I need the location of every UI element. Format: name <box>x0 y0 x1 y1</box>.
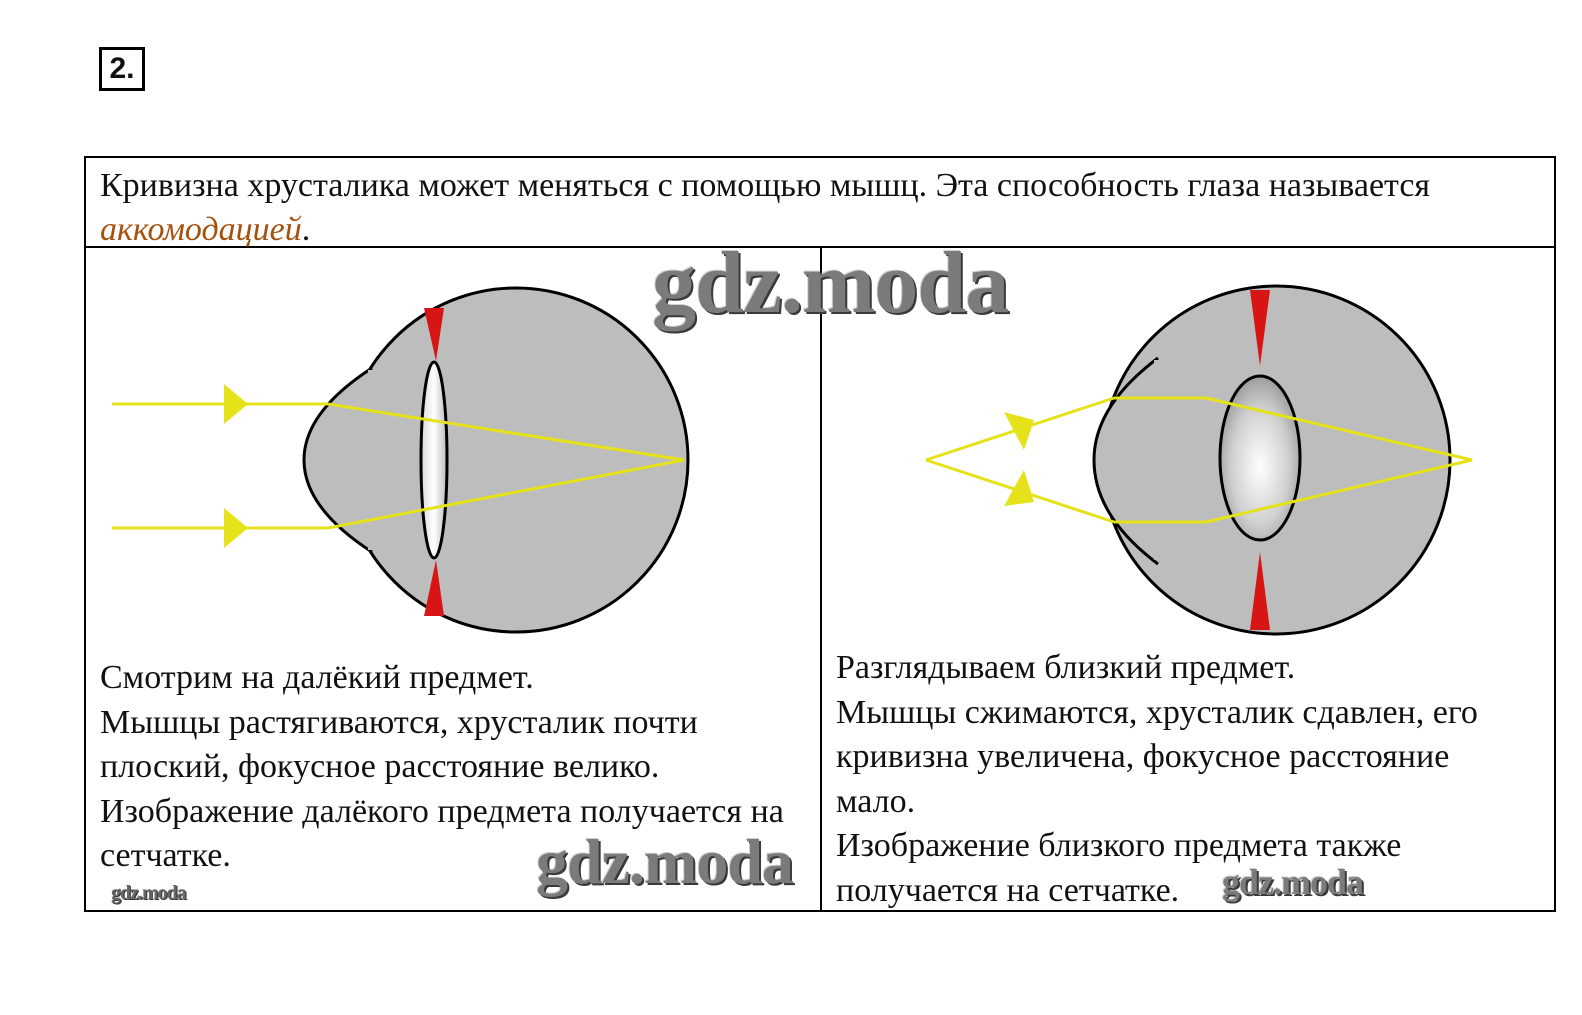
header-text-after: . <box>301 211 311 248</box>
accommodation-term: аккомодацией <box>100 211 302 248</box>
task-number: 2. <box>99 47 145 91</box>
watermark-middle: gdz.moda <box>536 826 793 897</box>
ray-arrow-top <box>224 384 248 424</box>
caption-line: Мышцы сжимаются, хрусталик сдавлен, его кривизна увеличена, фокусное расстояние мало. <box>836 693 1478 820</box>
header-text <box>100 164 1480 252</box>
eye-diagram-distant <box>106 266 746 646</box>
caption-line: Изображение близкого предмета также получается на сетчатке. <box>836 827 1402 909</box>
ray-arrow-top <box>1004 412 1034 450</box>
eyeball <box>304 288 688 632</box>
caption-distant <box>100 656 800 879</box>
watermark-right: gdz.moda <box>1222 862 1364 902</box>
header-cell <box>86 158 1554 248</box>
ray-arrow-bottom <box>224 508 248 548</box>
header-text-before: Кривизна хрусталика может меняться с помощью мышц. Эта способность глаза называется <box>100 167 1431 204</box>
watermark-small: gdz.moda <box>111 882 186 904</box>
caption-line: Разглядываем близкий предмет. <box>836 649 1296 686</box>
column-divider <box>820 248 822 912</box>
watermark-top: gdz.moda <box>652 235 1009 332</box>
caption-line: Мышцы растягиваются, хрусталик почти плоский, фокусное расстояние велико. <box>100 703 698 785</box>
caption-line: Смотрим на далёкий предмет. <box>100 659 534 696</box>
lens-flat <box>421 362 447 558</box>
caption-near <box>836 646 1536 913</box>
eye-diagram-near <box>846 266 1486 646</box>
main-table <box>84 156 1556 912</box>
caption-line: Изображение далёкого предмета получается на сетчатке. <box>100 792 784 874</box>
